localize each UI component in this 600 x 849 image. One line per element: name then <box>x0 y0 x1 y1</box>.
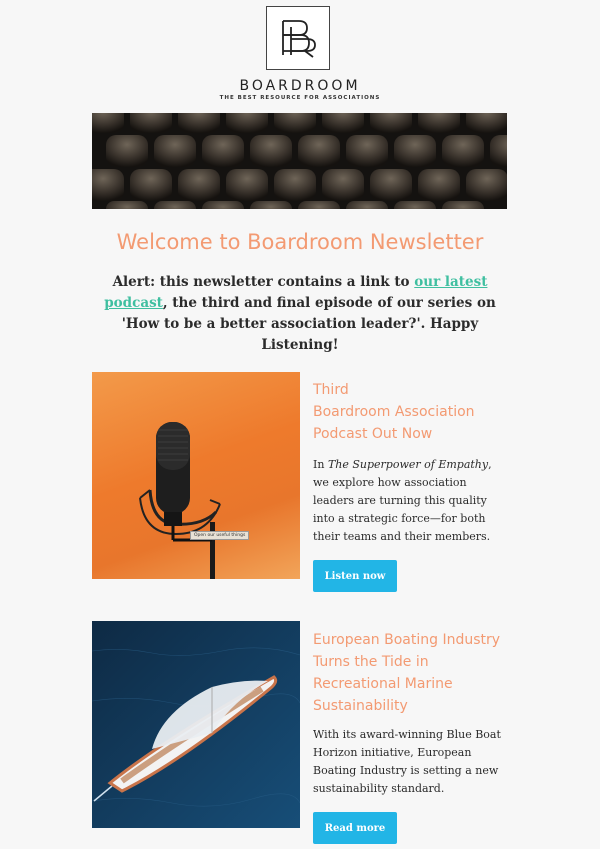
article-2-title-line: Sustainability <box>313 698 408 714</box>
article-1-title-line: Third <box>313 382 349 398</box>
sailboat-image[interactable] <box>92 621 300 828</box>
article-1-body <box>313 456 503 546</box>
hero-image <box>92 113 507 209</box>
article-1-body-lead: In <box>313 458 328 471</box>
article-1-title-line: Boardroom Association <box>313 404 475 420</box>
listen-now-button[interactable]: Listen now <box>313 560 397 592</box>
read-more-button[interactable]: Read more <box>313 812 397 844</box>
brand-name: BOARDROOM <box>239 78 361 94</box>
boardroom-logo[interactable] <box>266 6 330 70</box>
article-2-title-line: European Boating Industry <box>313 632 501 648</box>
alert-paragraph <box>100 272 500 356</box>
article-1-title[interactable] <box>313 379 513 445</box>
article-2-title-line: Recreational Marine <box>313 676 453 692</box>
article-1-title-line: Podcast Out Now <box>313 426 433 442</box>
podcast-microphone-image[interactable] <box>92 372 300 579</box>
article-2-body: With its award-winning Blue Boat Horizon initiative, European Boating Industry is setting a new sustainability standard. <box>313 728 501 795</box>
alert-text-before: Alert: this newsletter contains a link to <box>112 274 415 290</box>
podcast-link[interactable]: our latest podcast <box>104 274 488 311</box>
image-caption-label: Open our useful things <box>190 531 249 540</box>
article-2-title-line: Turns the Tide in <box>313 654 429 670</box>
newsletter-headline: Welcome to Boardroom Newsletter <box>116 230 484 254</box>
brand-tagline: THE BEST RESOURCE FOR ASSOCIATIONS <box>219 95 381 101</box>
article-2-title[interactable] <box>313 629 513 717</box>
alert-text-after: , the third and final episode of our series on 'How to be a better association leader?'. Happy Listening! <box>121 295 496 353</box>
article-1-body-emphasis: The Superpower of Empathy <box>327 458 489 471</box>
br-monogram-icon <box>275 15 321 61</box>
article-1-body-rest: , we explore how association leaders are turning this quality into a strategic force—for both their teams and their members. <box>313 458 492 543</box>
